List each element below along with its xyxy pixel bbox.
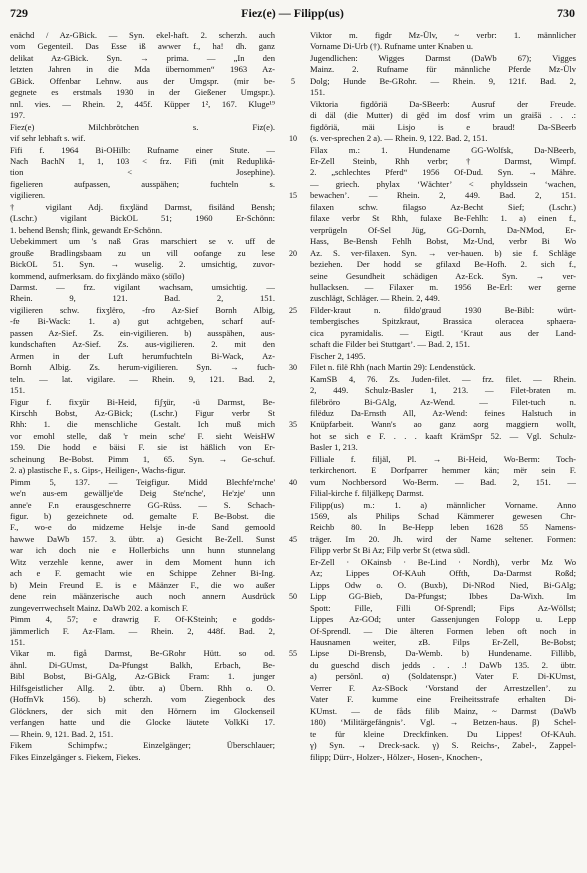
right-column-line: (s. ver-sprechen 2 a). — Rhein. 9, 122. Bad. 2, 151. [310, 133, 488, 144]
left-column-line: enächd / Az-GBick. — Syn. ekel-haft. 2. scherzh. auch [10, 30, 275, 40]
running-title: Fiez(e) — Filipp(us) [241, 6, 344, 20]
right-column-line: — griech. phylax ‘Wächter’ < phyldssein ‘wachen, [310, 178, 576, 189]
right-column-line: filaxe verbr St Rhh, fulaxe Be-Fehlh: 1. a) einen f., [310, 213, 576, 224]
right-column-line: Knüpfarbeit. Wann's ao ganz aorg maggiern wollt, [310, 419, 576, 430]
right-column-line: Lipps Odw o. O. (Buxb), Di-NRod Nied, Bi-GAlg; [310, 579, 576, 590]
right-column-line: hot se sich e F. . . . kaaft KrämSpr 52. — Vgl. Schulz- [310, 430, 576, 441]
right-column-line: terkirchenort. E Dorfparrer hemmer kän; mër sein F. [310, 465, 576, 476]
left-column-line: Fikes Einzelgänger s. Fiekem, Fiekes. [10, 751, 141, 762]
left-column-line: Hilfsgeistlicher Allg. 2. übtr. a) Übern. Rhh o. O. [10, 682, 275, 693]
line-number: 5 [291, 76, 295, 86]
line-number: 15 [289, 191, 297, 201]
right-column-line: Dolg; Hunde Be-GRohr. — Rhein. 9, 121f. Bad. 2, [310, 75, 576, 86]
right-column-line: Vater F. kumme eine Freiheitsstrafe erhalten Di- [310, 694, 576, 705]
right-column-line: te für kleine Dreckfinken. Du Lippes! Of-KAuh. [310, 728, 576, 739]
line-number: 25 [289, 305, 297, 315]
left-column-line: zungeverrwechselt Mainz. DaWb 202. a komisch F. [10, 602, 189, 613]
left-column-line: dene rein määnzerische auch noch annern Ausdrück [10, 591, 275, 602]
right-column-line: filaxen schw. filagso Az-Becht Sief; (Lschr.) [310, 201, 576, 212]
left-column-line: ach e F. gemacht wie en Schippe Zehner Bi-Ing. [10, 568, 275, 579]
right-column-line: du gueschd disch jedds . . .! DaWb 135. 2. übtr. [310, 659, 576, 670]
left-page-number: 729 [10, 6, 28, 20]
left-column-line: Rhh: 1. die menschliche Gestalt. Ich muß mich [10, 419, 275, 430]
right-column-line: Verrer F. Az-SBock ‘Vorstand der Arrestzellen’. zu [310, 682, 576, 693]
right-column-line: Fischer 2, 1495. [310, 350, 366, 361]
left-column-line: nnl. vies. — Rhein. 2, 445f. Küpper 1², 167. Kluge¹⁹ [10, 98, 275, 109]
left-column-line: gegnete es erstmals 1930 in der Gießener Umgspr.). [10, 87, 275, 98]
left-column-line: kundschaften Az-Sief. Zs. aus-vigilieren. 2. mit den [10, 339, 275, 350]
left-column-line: Pimm 5, 137. — Teigfigur. Midd Blechfe'rnche' [10, 476, 275, 487]
right-column-line: KUmst. — de fåds filib Mainz, ~ Darmst (DaWb [310, 705, 576, 716]
left-column-line: F., wo-e do midzeme Helsje in-de Sand gemoold [10, 522, 275, 533]
right-column-line: Lipp GG-Bieb, Da-Pfungst; Ibbes Da-Wixh. Im [310, 591, 576, 602]
right-column-line: Lippes Az-GOd; unter Gassenjungen Folopp u. Lepp [310, 614, 576, 625]
right-column-line: Er-Zell · OKainsb · Be-Lind · Nordh), verbr Mz Wo [310, 556, 576, 567]
left-column-line: Bibl Bobst, Bi-GAlg, Az-GBick Fram: 1. junger [10, 671, 275, 682]
right-column-line: Filet n. filë Rhh (nach Martin 29): Lendenstück. [310, 362, 476, 373]
right-column-line: Hass, Be-Bensh Fehlh Bobst, Mz-Und, verbr Bi Wo [310, 236, 576, 247]
right-column-line: di däl (die Mutter) di gëd im dosf vrim un graišä . . .: [310, 110, 576, 121]
right-column-line: Jugendlichen: Wigges Darmst (DaWb 67); Vigges [310, 52, 576, 63]
right-column-line: Spott: Fille, Filli Of-Sprendl; Fips Az-Wöllst; [310, 602, 576, 613]
left-column-line: delikat Az-GBick. Syn. → prima. — „In den [10, 52, 275, 63]
line-number: 35 [289, 420, 297, 430]
right-column-line: Filipp(us) m.: 1. a) männlicher Vorname. Anno [310, 499, 576, 510]
left-column-line: Figur f. fixʒür Bi-Heid, fiʃʒür, -ü Darmst, Be- [10, 396, 275, 407]
left-column [10, 30, 275, 867]
left-column-line: we'n aus-em gewällje'de Deig Ste'nche', He'zje' unn [10, 488, 275, 499]
right-column-line: Of-Sprendl. — Die älteren Formen leben oft noch in [310, 625, 576, 636]
left-column-line: hawwe DaWb 157. 3. übtr. a) Gesicht Be-Zell. Sunst [10, 533, 275, 544]
right-column-line: Filder-kraut n. fildo'graud 1930 Be-Bibl: würt- [310, 304, 576, 315]
line-number: 30 [289, 363, 297, 373]
right-column-line: tembergisches Spitzkraut, Brassica oleracea sphaera- [310, 316, 576, 327]
right-column-line: a) persönl. α) (Soldatenspr.) Vater F. Di-KUmst, [310, 671, 576, 682]
right-column-line: filëbröro Bi-GAlg, Az-Wend. — Filet-tuch n. [310, 396, 576, 407]
right-column-line: cica pyramidalis. — Eigtl. ‘Kraut aus der Land- [310, 327, 576, 338]
line-number: 45 [289, 534, 297, 544]
left-column-line: 159. Die hodd e bäisi F. sie ist häßlich von Er- [10, 442, 275, 453]
left-column-line: Witz verzehle kenne, awer in dem Moment hunn ich [10, 556, 275, 567]
left-column-line: vigilieren schw. fixʒlëro, -fro Az-Sief Bornh Albig, [10, 304, 275, 315]
right-column-line: Viktor m. figdr Mz-Ülv, ~ verbr: 1. männlicher [310, 30, 576, 40]
left-column-line: Fikem Schimpfw.; Einzelgänger; Überschlauer; [10, 740, 275, 751]
left-column-line: letzten Jahren in die Mda übernommen“ 1963 Az- [10, 64, 275, 75]
left-column-line: verfangen hatte und die Glocke läutete VolkKi 17. [10, 717, 275, 728]
right-column-line: seine Gesundheit schädigen Az-Eck. Syn. → ver- [310, 270, 576, 281]
right-column-line: Filipp verbr St Bi Az; Filp verbr St (etwa südl. [310, 545, 470, 556]
left-column-line: Rhein. 9, 121. Bad. 2, 151. [10, 293, 275, 304]
left-column-line: Darmst. — frz. vigilant wachsam, umsichtig. — [10, 281, 275, 292]
right-column-line: 2. „schlechtes Pferd“ 1956 Of-Dud. Syn. → Mähre. [310, 167, 576, 178]
line-number: 50 [289, 592, 297, 602]
left-column-line: — Rhein. 9, 121. Bad. 2, 151. [10, 728, 114, 739]
left-column-line: jämmerlich F. Az-Flam. — Rhein. 2, 448f. Bad. 2, [10, 625, 275, 636]
left-column-line: Vikar m. figå Darmst, Be-GRohr Hütt. so od. [10, 648, 275, 659]
left-column-line: Armen in der Luft herumfuchteln Bi-Wack, Az- [10, 350, 275, 361]
right-column-line: Filax m.: 1. Hundename GG-Wolfsk, Da-NBeerb, [310, 144, 576, 155]
right-column-line: Basler 1, 213. [310, 442, 358, 453]
line-number: 55 [289, 649, 297, 659]
left-column-line: ähnl. Di-GUmst, Da-Pfungst Balkh, Erbach, Be- [10, 659, 275, 670]
left-column-line: vom Gegenteil. Das Esse iß awwer f., ha! dh. ganz [10, 41, 275, 52]
right-column-line: verprügeln Of-Sel Jüg, GG-Dornh, Da-NMod, Er- [310, 224, 576, 235]
right-column-line: beziehen. Der hodd se gfilaxd Be-Hofh. 2. sich f., [310, 259, 576, 270]
left-column-line: scheinung Be-Bobst. Pimm 1, 65. Syn. → Ge-schuf. [10, 453, 275, 464]
right-column-line: Viktoria figdöriä Da-SBeerb: Ausruf der Freude. [310, 98, 576, 109]
right-column-line: bewachen’. — Rhein. 2, 449. Bad. 2, 151. [310, 190, 576, 201]
left-column-line: 197. [10, 110, 26, 121]
left-column-line: 151. [10, 385, 26, 396]
left-column-line: b) Mein Freund E. is e Määnzer F., die wo außer [10, 579, 275, 590]
right-column-line: träger. Im 20. Jh. wird der Name seltener. Formen: [310, 533, 576, 544]
left-column-line: Bornh Albig. Zs. herum-vigilieren. Syn. → fuch- [10, 362, 275, 373]
right-column-line: Az; Lippes Of-KAuh Offth, Da-Darmst Roßd; [310, 568, 576, 579]
left-column-line: (Lschr.) vigilant BickOL 51; 1960 Er-Schönn: [10, 213, 275, 224]
right-column-line: hullacksen. — Filaxer m. 1956 Be-Erl: wer gerne [310, 281, 576, 292]
right-column-line: Mainz. 2. Rufname für männliche Pferde Mz-Ülv [310, 64, 576, 75]
left-column-line: 1. behend Bensh; flink, gewandt Er-Schönn. [10, 224, 163, 235]
left-column-line: † vigilant Adj. fixʒländ Darmst, fisiländ Bensh; [10, 201, 275, 212]
right-column [310, 30, 576, 867]
left-column-line: teln. — lat. vigilare. — Rhein. 9, 121. Bad. 2, [10, 373, 275, 384]
right-column-line: figdöriä, mäi Lisjo is e braud! Da-SBeerb [310, 121, 576, 132]
line-number: 10 [289, 134, 297, 144]
right-page-number: 730 [557, 6, 575, 20]
right-column-line: Er-Zell Steinb, Rhh verbr; † Darmst, Wimpf. [310, 155, 576, 166]
right-column-line: 1569, als Philips Schad Kämmerer gewesen Chr- [310, 511, 576, 522]
left-column-line: figur. b) gezeichnete od. gemalte F. Be-Bobst. die [10, 511, 275, 522]
right-column-line: filëduz Da-Ernsth All, Az-Wend: feines Halstuch in [310, 407, 576, 418]
left-column-line: Uebekimmert um 's naß Gras marschiert se v. uff de [10, 236, 275, 247]
left-column-line: kommend, aufmerksam. do fixʒländo mäxo (söïlo) [10, 270, 185, 281]
right-column-line: Lipse Di-Brensb, Da-Wemb. b) Hundename. Fillibb, [310, 648, 576, 659]
right-column-line: 2, 449. Schulz-Basler 1, 213. — Filet-braten m. [310, 385, 576, 396]
left-column-line: Fiez(e) Milchbrötchen s. Fiz(e). [10, 121, 275, 132]
right-column-line: Hausnamen weiter, zB. Filps Er-Zell, Be-Bobst; [310, 637, 576, 648]
right-column-line: KamSB 4, 76. Zs. Juden-filet. — frz. filet. — Rhein. [310, 373, 576, 384]
left-column-line: -fɐ Bi-Wack: 1. a) gut achtgeben, scharf auf- [10, 316, 275, 327]
right-column-line: Filial-kirche f. filjälkeɲç Darmst. [310, 488, 424, 499]
left-column-line: Nach BachN 1, 1, 103 < frz. Fifi (mit Redupliká- [10, 155, 275, 166]
left-column-line: anne'e F.n erausgeschnerre GG-Rüss. — S. Schach- [10, 499, 275, 510]
right-column-line: 151. [310, 87, 326, 98]
right-column-line: filipp; Dürr-, Holzer-, Hölzer-, Hosen-, Knochen-, [310, 751, 483, 762]
left-column-line: vigilieren. [10, 190, 46, 201]
left-column-line: Pimm 4, 57; e drawrig F. Of-KSteinh; e godds- [10, 614, 275, 625]
page-header [10, 6, 575, 24]
right-column-line: Vorname Di-Urb (†). Rufname unter Knaben u. [310, 41, 474, 52]
left-column-line: GBick. Offenbar Lehnw. aus der Umgspr. (mir be- [10, 75, 275, 86]
left-column-line: 2. a) plastische F., s. Gips-, Heiligen-, Wachs-figur. [10, 465, 186, 476]
right-column-line: schaft die Filder bei Stuttgart’. — Bad. 2, 151. [310, 339, 470, 350]
right-column-line: zuschlägt, Schläger. — Rhein. 2, 449. [310, 293, 440, 304]
left-column-line: Fifi f. 1964 Bi-OHilb: Rufname einer Stute. — [10, 144, 275, 155]
right-column-line: γ) Syn. → Dreck-sack. γ) S. Reichs-, Zabel-, Zappel- [310, 740, 576, 751]
right-column-line: 180) ‘Militärgefängnis’. Vgl. → Betzen-haus. β) Schel- [310, 717, 576, 728]
left-column-line: 151. [10, 637, 26, 648]
left-column-line: Kirschh Bobst, Az-GBick; (Lschr.) Figur verbr St [10, 407, 275, 418]
left-column-line: passen Az-Sief. Zs. ein-vigilieren. b) ausspähen, aus- [10, 327, 275, 338]
left-column-line: vor emohl stelle, daß 'r mein sche' F. sieht WeisHW [10, 430, 275, 441]
left-column-line: (HoffnVk 156). b) scherzh. vom Ziegenbock des [10, 694, 275, 705]
right-column-line: Reichb 80. In Be-Hepp leben 1628 55 Namens- [310, 522, 576, 533]
right-column-line: vum Nochbersord Wo-Berm. — Bad. 2, 151. — [310, 476, 576, 487]
right-column-line: Az. S. ver-filaxen. Syn. → ver-hauen. b) sie f. Schläge [310, 247, 576, 258]
left-column-line: tion < Josephine). [10, 167, 275, 178]
line-number: 40 [289, 477, 297, 487]
left-column-line: grouße Bradlingsbaam zu un vill oofange zu lese [10, 247, 275, 258]
left-column-line: war ich doch nie e Hollerbichs unn hunn stunnelang [10, 545, 275, 556]
left-column-line: vif sehr lebhaft s. wif. [10, 133, 86, 144]
left-column-line: figelieren aufpassen, ausspähen; fuchteln s. [10, 178, 275, 189]
line-number: 20 [289, 248, 297, 258]
left-column-line: BickOL 51. Syn. → wuselig. 2. umsichtig, zuvor- [10, 259, 275, 270]
left-column-line: Glöckners, der sich mit den Hörnern im Glockenseil [10, 705, 275, 716]
right-column-line: Filliale f. filjäl, Pl. → Bi-Heid, Wo-Berm: Toch- [310, 453, 576, 464]
